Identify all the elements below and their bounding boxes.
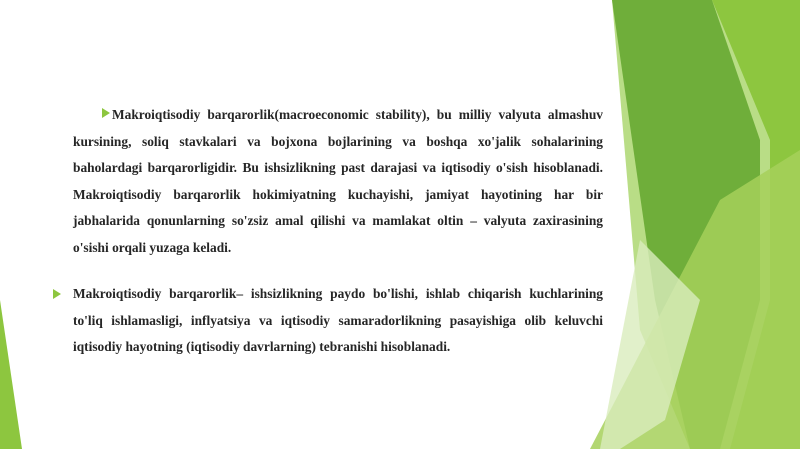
bullet-icon: [53, 289, 61, 299]
paragraph-2: [73, 281, 603, 361]
paragraph-1: [73, 102, 603, 262]
paragraph-1-text: Makroiqtisodiy barqarorlik(macroeconomic stability), bu milliy valyuta almashuv kursining, soliq stavkalari va bojxona bojlarining va boshqa xo'jalik sohalarining baholardagi barqarorligidir. Bu ishsizlikning past darajasi va iqtisodiy o'sish hisoblanadi. Makroiqtisodiy barqarorlik hokimiyatning kuchayishi, jamiyat hayotining har bir jabhalarida qonunlarning so'zsiz amal qilishi va mamlakat oltin – valyuta zaxirasining o'sishi orqali yuzaga keladi.: [73, 107, 603, 255]
left-green-sliver: [0, 300, 22, 449]
paragraph-2-text: Makroiqtisodiy barqarorlik– ishsizlikning paydo bo'lishi, ishlab chiqarish kuchlarining to'liq ishlamasligi, inflyatsiya va iqtisodiy samaradorlikning pasayishiga olib keluvchi iqtisodiy hayotning (iqtisodiy davrlarning) tebranishi hisoblanadi.: [73, 286, 603, 355]
bullet-icon: [102, 108, 110, 118]
